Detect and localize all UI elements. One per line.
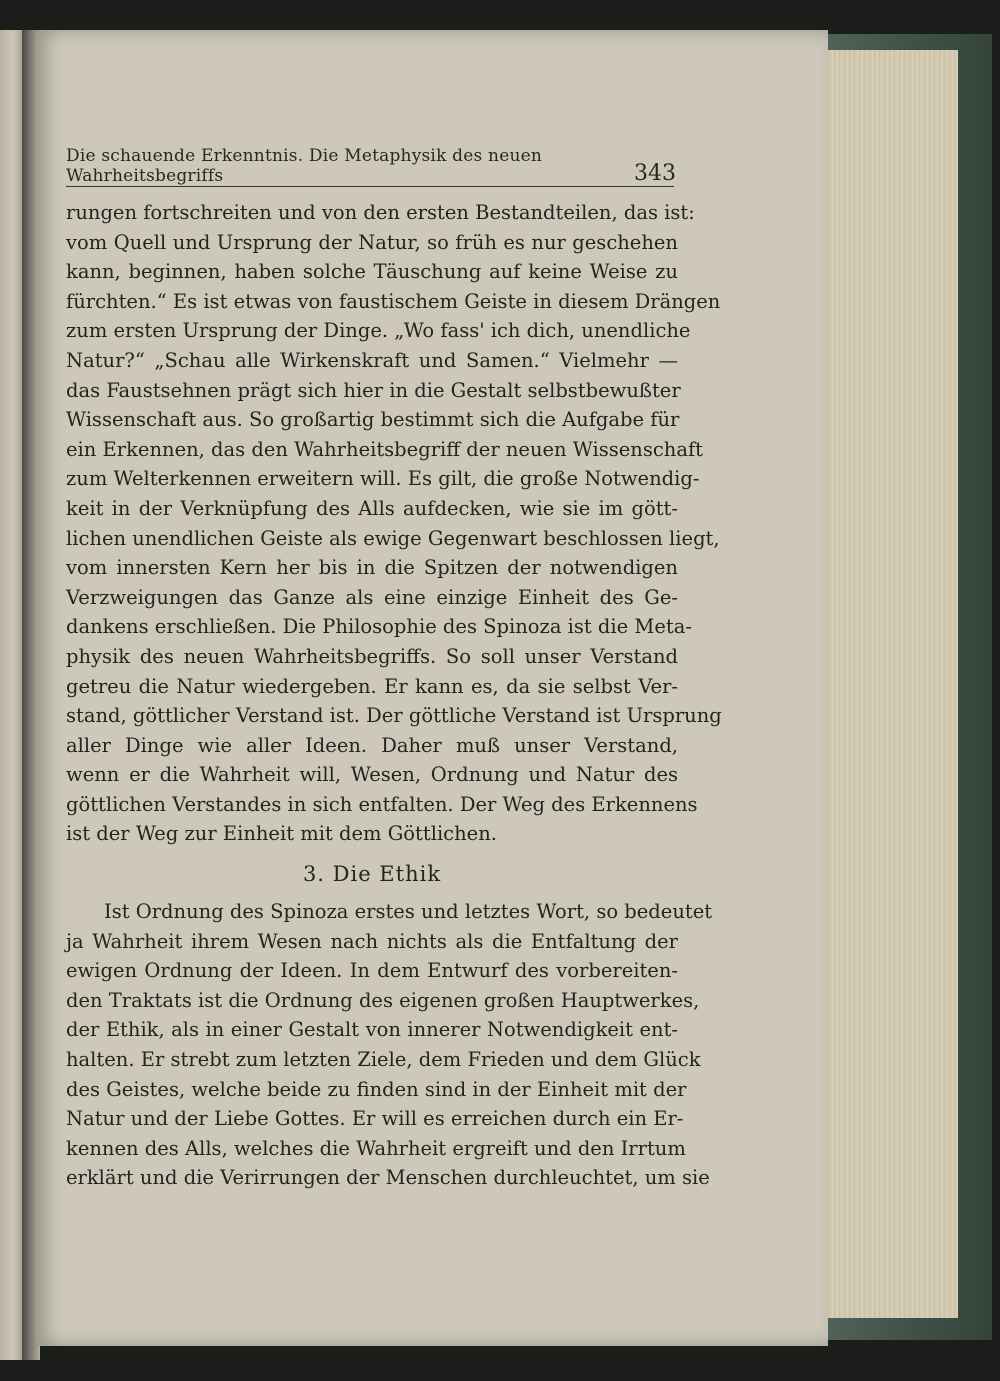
text-line: Natur und der Liebe Gottes. Er will es erreichen durch ein Er- <box>66 1107 684 1131</box>
text-line: stand, göttlicher Verstand ist. Der göttliche Verstand ist Ursprung <box>66 704 722 728</box>
text-line: ja Wahrheit ihrem Wesen nach nichts als die Entfaltung der <box>66 929 678 953</box>
header-rule <box>66 186 674 187</box>
text-line: kennen des Alls, welches die Wahrheit ergreift und den Irrtum <box>66 1136 686 1160</box>
paragraph-1 <box>66 198 722 849</box>
text-line: vom Quell und Ursprung der Natur, so früh es nur geschehen <box>66 230 678 254</box>
section-heading: 3. Die Ethik <box>302 862 442 886</box>
text-line: das Faustsehnen prägt sich hier in die Gestalt selbstbewußter <box>66 378 681 402</box>
text-line: vom innersten Kern her bis in die Spitzen der notwendigen <box>66 556 678 580</box>
text-line: getreu die Natur wiedergeben. Er kann es, da sie selbst Ver- <box>66 674 678 698</box>
text-line: keit in der Verknüpfung des Alls aufdecken, wie sie im gött- <box>66 496 678 520</box>
text-line: des Geistes, welche beide zu finden sind in der Einheit mit der <box>66 1077 687 1101</box>
text-line: göttlichen Verstandes in sich entfalten. Der Weg des Erkennens <box>66 792 698 816</box>
text-line: aller Dinge wie aller Ideen. Daher muß unser Verstand, <box>66 733 678 757</box>
text-line: dankens erschließen. Die Philosophie des Spinoza ist die Meta- <box>66 615 692 639</box>
text-line: wenn er die Wahrheit will, Wesen, Ordnung und Natur des <box>66 763 678 787</box>
page-number: 343 <box>634 161 676 186</box>
text-line: halten. Er strebt zum letzten Ziele, dem Frieden und dem Glück <box>66 1047 701 1071</box>
text-line: Natur?“ „Schau alle Wirkenskraft und Samen.“ Vielmehr — <box>66 348 678 372</box>
text-line: zum ersten Ursprung der Dinge. „Wo fass' ich dich, unendliche <box>66 319 691 343</box>
text-line: fürchten.“ Es ist etwas von faustischem Geiste in diesem Drängen <box>66 289 721 313</box>
text-line: erklärt und die Verirrungen der Menschen durchleuchtet, um sie <box>66 1166 710 1190</box>
left-page-edge <box>0 30 22 1360</box>
running-header <box>66 146 676 186</box>
running-header-title: Die schauende Erkenntnis. Die Metaphysik des neuen Wahrheitsbegriffs <box>66 146 543 186</box>
text-line: zum Welterkennen erweitern will. Es gilt, die große Notwendig- <box>66 467 700 491</box>
text-line: lichen unendlichen Geiste als ewige Gegenwart beschlossen liegt, <box>66 526 720 550</box>
text-line: kann, beginnen, haben solche Täuschung auf keine Weise zu <box>66 260 678 284</box>
text-line: rungen fortschreiten und von den ersten Bestandteilen, das ist: <box>66 201 695 224</box>
text-line: den Traktats ist die Ordnung des eigenen großen Hauptwerkes, <box>66 988 700 1012</box>
text-line: physik des neuen Wahrheitsbegriffs. So soll unser Verstand <box>66 644 678 668</box>
page-block-edges <box>826 50 958 1318</box>
text-line: Wissenschaft aus. So großartig bestimmt sich die Aufgabe für <box>66 408 680 432</box>
text-line: ist der Weg zur Einheit mit dem Göttlichen. <box>66 822 497 846</box>
paragraph-2 <box>66 897 713 1193</box>
text-line: ewigen Ordnung der Ideen. In dem Entwurf des vorbereiten- <box>66 959 678 983</box>
text-line: der Ethik, als in einer Gestalt von innerer Notwendigkeit ent- <box>66 1018 678 1042</box>
text-line: ein Erkennen, das den Wahrheitsbegriff der neuen Wissenschaft <box>66 437 704 461</box>
text-line: Ist Ordnung des Spinoza erstes und letztes Wort, so bedeutet <box>104 900 713 923</box>
text-line: Verzweigungen das Ganze als eine einzige Einheit des Ge- <box>66 585 678 609</box>
